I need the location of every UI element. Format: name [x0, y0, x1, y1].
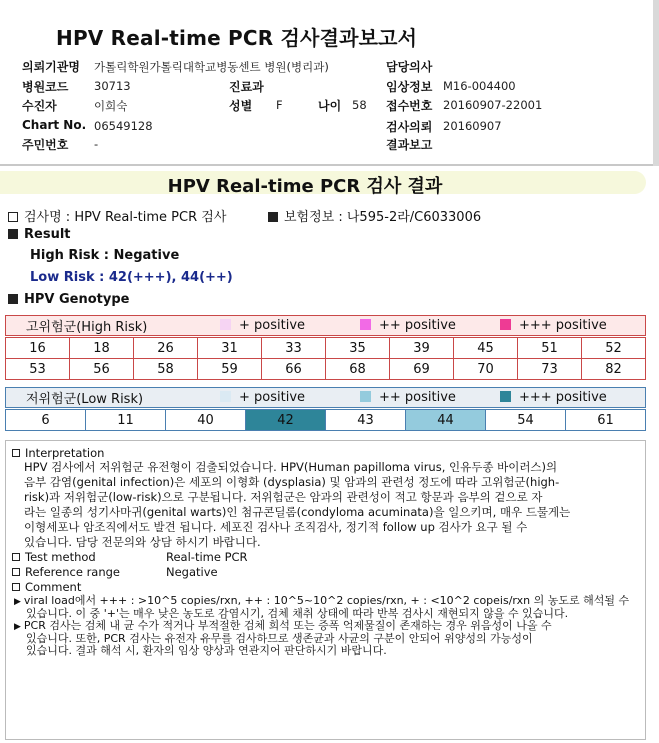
rrn-value: -	[94, 137, 99, 151]
insurance-text: 보험정보 : 나595-2라/C6033006	[284, 210, 482, 225]
low-risk-result-value: : 42(+++), 44(++)	[94, 270, 233, 285]
result-heading	[8, 227, 71, 242]
triangle-bullet-icon: ▶	[14, 622, 21, 632]
genotype-cell: 68	[326, 359, 390, 380]
high-risk-header-row	[5, 315, 646, 336]
doctor-label: 담당의사	[386, 60, 433, 74]
genotype-cell: 56	[70, 359, 134, 380]
genotype-cell: 58	[134, 359, 198, 380]
age-value: 58	[352, 98, 367, 112]
report-header-panel	[0, 0, 659, 166]
comment-line: 있습니다. 이 중 '+'는 매우 낮은 농도로 감염시기, 검체 채취 상태에 따라 반복 검사시 재현되지 않을 수 있습니다.	[26, 607, 569, 620]
lr-legend-plus	[220, 390, 305, 405]
high-risk-row-2	[6, 359, 646, 380]
checkbox-square-icon	[8, 212, 18, 222]
interpretation-text	[24, 460, 644, 550]
test-name-text: 검사명 : HPV Real-time PCR 검사	[24, 210, 227, 225]
checkbox-square-icon	[12, 583, 20, 591]
genotype-cell: 73	[518, 359, 582, 380]
comment-line: 있습니다. 결과 해석 시, 환자의 임상 양상과 연관지어 판단하시기 바랍니다.	[26, 644, 387, 657]
legend-swatch-icon	[360, 319, 371, 330]
sex-label: 성별	[229, 99, 253, 113]
genotype-cell: 40	[166, 410, 246, 431]
reception-no-value: 20160907-22001	[443, 98, 543, 112]
hr-legend-plus3	[500, 318, 607, 333]
test-method-row	[12, 550, 96, 565]
patient-name: 이희숙	[94, 99, 128, 113]
reference-range-label: Reference range	[25, 565, 121, 579]
genotype-cell: 43	[326, 410, 406, 431]
high-risk-header: 고위험군(High Risk)	[26, 320, 148, 335]
interpretation-line: HPV 검사에서 저위험군 유전형이 검출되었습니다. HPV(Human papilloma virus, 인유두종 바이러스)의	[24, 460, 558, 474]
genotype-cell: 82	[582, 359, 646, 380]
clinical-info-label: 임상정보	[386, 80, 433, 94]
high-risk-table	[5, 337, 646, 380]
genotype-cell: 6	[6, 410, 86, 431]
comment-text	[14, 595, 644, 657]
genotype-cell: 51	[518, 338, 582, 359]
comment-line-text: PCR 검사는 검체 내 균 수가 적거나 부적절한 검체 희석 또는 증폭 억제물질이 존재하는 경우 위음성이 나올 수	[23, 619, 552, 632]
reception-no-label: 접수번호	[386, 99, 433, 113]
hospital-code-label: 병원코드	[22, 80, 69, 94]
interpretation-heading-text: Interpretation	[25, 446, 105, 460]
genotype-cell: 61	[566, 410, 646, 431]
genotype-cell: 70	[454, 359, 518, 380]
low-risk-header: 저위험군(Low Risk)	[26, 392, 144, 407]
genotype-cell: 18	[70, 338, 134, 359]
filled-square-icon	[268, 212, 278, 222]
interpretation-heading	[12, 446, 104, 461]
chart-no-label: Chart No.	[22, 118, 87, 132]
age-label: 나이	[318, 99, 342, 113]
panel-edge-shade	[653, 0, 659, 166]
hr-legend-plus2-label: ++ positive	[379, 318, 456, 333]
filled-square-icon	[8, 294, 18, 304]
checkbox-square-icon	[12, 449, 20, 457]
triangle-bullet-icon: ▶	[14, 597, 21, 607]
low-risk-header-row	[5, 387, 646, 408]
test-method-value: Real-time PCR	[166, 550, 248, 564]
interpretation-line: 라는 일종의 성기사마귀(genital warts)인 첨규콘딜롬(condyloma acuminata)을 일으키며, 매우 드물게는	[24, 505, 571, 519]
hospital-code-value: 30713	[94, 79, 131, 93]
rrn-label: 주민번호	[22, 138, 69, 152]
interpretation-line: 이형세포나 암조직에서도 발견 됩니다. 세포진 검사나 조직검사, 정기적 follow up 검사가 요구 될 수	[24, 520, 528, 534]
low-risk-result-label: Low Risk	[30, 270, 95, 285]
department-label: 진료과	[229, 80, 264, 94]
result-report-label: 결과보고	[386, 138, 433, 152]
genotype-cell-42: 42	[246, 410, 326, 431]
result-heading-text: Result	[24, 227, 71, 242]
lr-legend-plus3	[500, 390, 607, 405]
chart-no-value: 06549128	[94, 119, 153, 133]
genotype-cell: 11	[86, 410, 166, 431]
genotype-heading	[8, 292, 129, 307]
genotype-cell-44: 44	[406, 410, 486, 431]
hr-legend-plus2	[360, 318, 456, 333]
high-risk-row-1	[6, 338, 646, 359]
test-name-line	[8, 206, 226, 225]
comment-heading-text: Comment	[25, 580, 82, 594]
genotype-cell: 26	[134, 338, 198, 359]
test-request-value: 20160907	[443, 119, 502, 133]
lr-legend-plus2-label: ++ positive	[379, 390, 456, 405]
genotype-cell: 54	[486, 410, 566, 431]
hr-legend-plus-label: + positive	[239, 318, 306, 333]
genotype-heading-text: HPV Genotype	[24, 292, 130, 307]
hr-legend-plus	[220, 318, 305, 333]
low-risk-result	[30, 270, 233, 285]
section-title: HPV Real-time PCR 검사 결과	[167, 176, 443, 197]
genotype-cell: 45	[454, 338, 518, 359]
legend-swatch-icon	[220, 319, 231, 330]
reference-range-value: Negative	[166, 565, 218, 579]
genotype-cell: 16	[6, 338, 70, 359]
genotype-cell: 59	[198, 359, 262, 380]
legend-swatch-icon	[500, 391, 511, 402]
genotype-cell: 53	[6, 359, 70, 380]
low-risk-row	[6, 410, 646, 431]
comment-heading	[12, 580, 81, 595]
reference-range-row	[12, 565, 120, 580]
genotype-cell: 39	[390, 338, 454, 359]
patient-label: 수진자	[22, 99, 57, 113]
legend-swatch-icon	[220, 391, 231, 402]
lr-legend-plus2	[360, 390, 456, 405]
comment-line: 있습니다. 또한, PCR 검사는 유전자 유무를 검사하므로 생존균과 사균의 구분이 안되어 위양성의 가능성이	[26, 632, 533, 645]
report-title: HPV Real-time PCR 검사결과보고서	[56, 26, 418, 50]
interpretation-line: 음부 감염(genital infection)은 세포의 이형화 (dysplasia) 및 암과의 관련성 정도에 따라 고위험군(high-	[24, 475, 560, 489]
sex-value: F	[276, 98, 283, 112]
clinical-info-value: M16-004400	[443, 79, 516, 93]
genotype-cell: 69	[390, 359, 454, 380]
genotype-cell: 33	[262, 338, 326, 359]
legend-swatch-icon	[360, 391, 371, 402]
filled-square-icon	[8, 229, 18, 239]
request-org-label: 의뢰기관명	[22, 60, 80, 74]
genotype-cell: 66	[262, 359, 326, 380]
high-risk-result: High Risk : Negative	[30, 248, 180, 263]
test-method-label: Test method	[25, 550, 96, 564]
lr-legend-plus3-label: +++ positive	[519, 390, 607, 405]
legend-swatch-icon	[500, 319, 511, 330]
genotype-cell: 31	[198, 338, 262, 359]
genotype-cell: 35	[326, 338, 390, 359]
test-request-label: 검사의뢰	[386, 120, 433, 134]
insurance-line	[268, 206, 481, 225]
interpretation-line: 있습니다. 담당 전문의와 상담 하시기 바랍니다.	[24, 535, 261, 549]
checkbox-square-icon	[12, 568, 20, 576]
hr-legend-plus3-label: +++ positive	[519, 318, 607, 333]
checkbox-square-icon	[12, 553, 20, 561]
low-risk-table	[5, 409, 646, 431]
request-org-value: 가톨릭학원가톨릭대학교병동센트 병원(병리과)	[94, 60, 329, 74]
genotype-cell: 52	[582, 338, 646, 359]
lr-legend-plus-label: + positive	[239, 390, 306, 405]
comment-line-text: viral load에서 +++ : >10^5 copies/rxn, ++ : 10^5~10^2 copies/rxn, + : <10^2 copeis/rxn 의 농도로 해석될 수	[23, 594, 630, 607]
interpretation-line: risk)과 저위험군(low-risk)으로 구분됩니다. 저위험군은 암과의 관련성이 적고 항문과 음부의 겉으로 자	[24, 490, 543, 504]
